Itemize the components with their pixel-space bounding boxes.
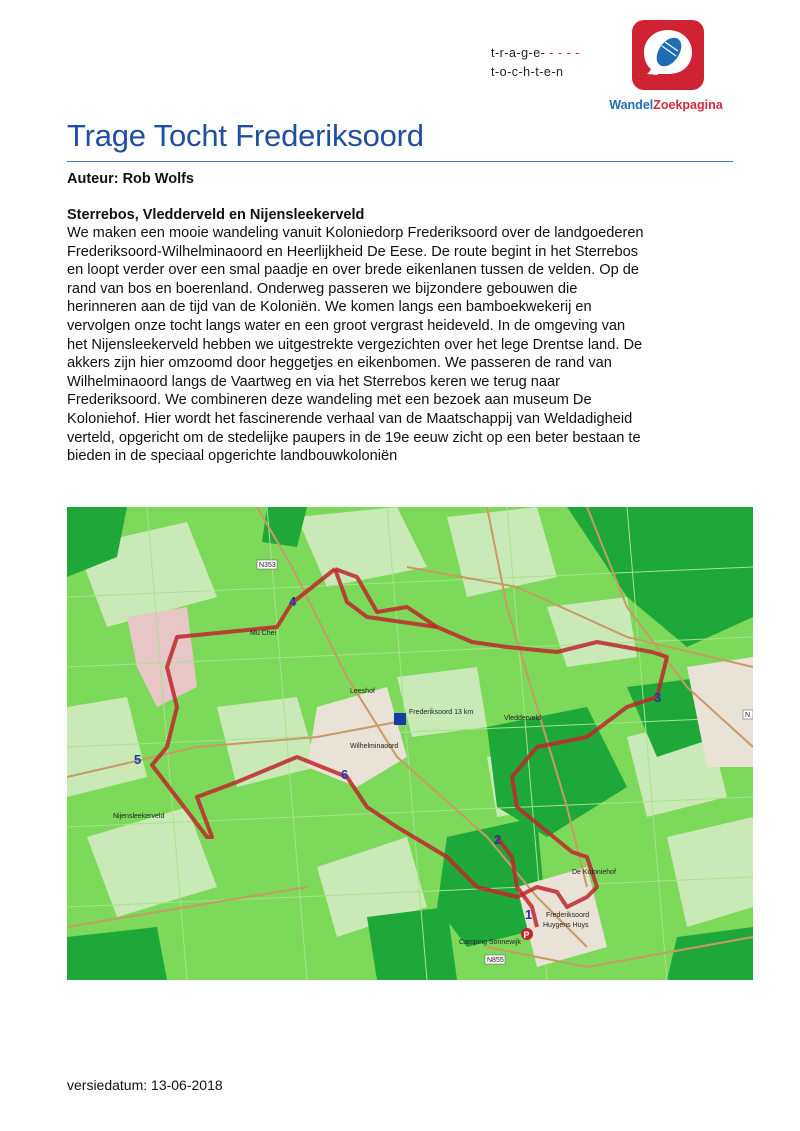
label-n: N [745,712,751,719]
paragraph-line: Koloniehof. Hier wordt het fascinerende verhaal van de Maatschappij van Weldadigheid [67,410,633,427]
label-leeshof: Leeshof [350,688,375,695]
label-huygens-huys: Huygens Huys [543,922,589,929]
description-paragraph [67,224,739,466]
paragraph-line: Frederiksoord. We combineren deze wandeling met een bezoek aan museum De [67,392,592,409]
waypoint-4: 4 [289,594,297,609]
paragraph-line: herinneren aan de tijd van de Koloniën. We komen langs een bamboekwekerij en [67,299,592,316]
title-divider [67,161,733,162]
paragraph-line: het Nijensleekerveld hebben we uitgestrekte vergezichten over het lege Drentse land. De [67,336,643,353]
paragraph-line: We maken een mooie wandeling vanuit Koloniedorp Frederiksoord over de landgoederen [67,225,644,241]
paragraph-line: verteld, opgericht om de stedelijke paupers in de 19e eeuw zicht op een beter bestaan te [67,429,641,446]
wandelzoekpagina-logo [602,20,730,120]
author-line: Auteur: Rob Wolfs [67,171,194,187]
page-title: Trage Tocht Frederiksoord [67,118,424,153]
label-n353: N353 [259,562,276,569]
paragraph-line: vervolgen onze tocht langs water en een groot vergrast heideveld. In de omgeving van [67,317,626,334]
section-subtitle: Sterrebos, Vledderveld en Nijensleekerveld [67,207,365,223]
paragraph-line: bieden in de speciaal opgerichte landbouwkoloniën [67,448,398,465]
label-camping: Camping Sonnewijk [459,939,521,946]
logo-line-2: t-o-c-h-t-e-n [491,65,564,79]
parking-label: P [523,930,530,940]
label-frederiksoord-km: Frederiksoord 13 km [409,709,474,716]
paragraph-line: rand van bos en boerenland. Onderweg passeren we bijzondere gebouwen die [67,280,578,297]
version-date: versiedatum: 13-06-2018 [67,1077,223,1093]
label-frederiksoord: Frederiksoord [546,912,590,919]
waypoint-2: 2 [494,832,502,847]
wandelzoekpagina-icon [632,20,704,90]
paragraph-line: akkers zijn hier omzoomd door heggetjes en eikenbomen. We passeren de rand van [67,355,612,372]
label-de-koloniehof: De Koloniehof [572,869,616,876]
waypoint-5: 5 [134,752,142,767]
waypoint-3: 3 [654,690,662,705]
wandelzoekpagina-wordmark: WandelZoekpagina [609,98,723,112]
hiker-icon [394,713,406,725]
label-wilhelminaoord: Wilhelminaoord [350,743,399,750]
paragraph-line: en loopt verder over een smal paadje en over brede eikenlanen tussen de velden. Op de [67,262,639,279]
paragraph-line: Wilhelminaoord langs de Vaartweg en via het Sterrebos keren we terug naar [67,373,560,390]
label-mu-chei: Mu Chei [250,630,277,637]
route-map-svg [67,507,753,980]
label-nijensleekerveld: Nijensleekerveld [113,813,165,820]
waypoint-1: 1 [525,907,533,922]
logo-line-1: t-r-a-g-e- - - - - [491,46,580,60]
paragraph-line: Frederiksoord-Wilhelminaoord en Heerlijkheid De Eese. De route begint in het Sterrebos [67,243,639,260]
label-n855: N855 [487,957,504,964]
waypoint-6: 6 [341,767,349,782]
trage-tochten-logo [491,44,580,82]
label-vledderveld: Vledderveld [504,715,541,722]
route-map [67,507,753,980]
